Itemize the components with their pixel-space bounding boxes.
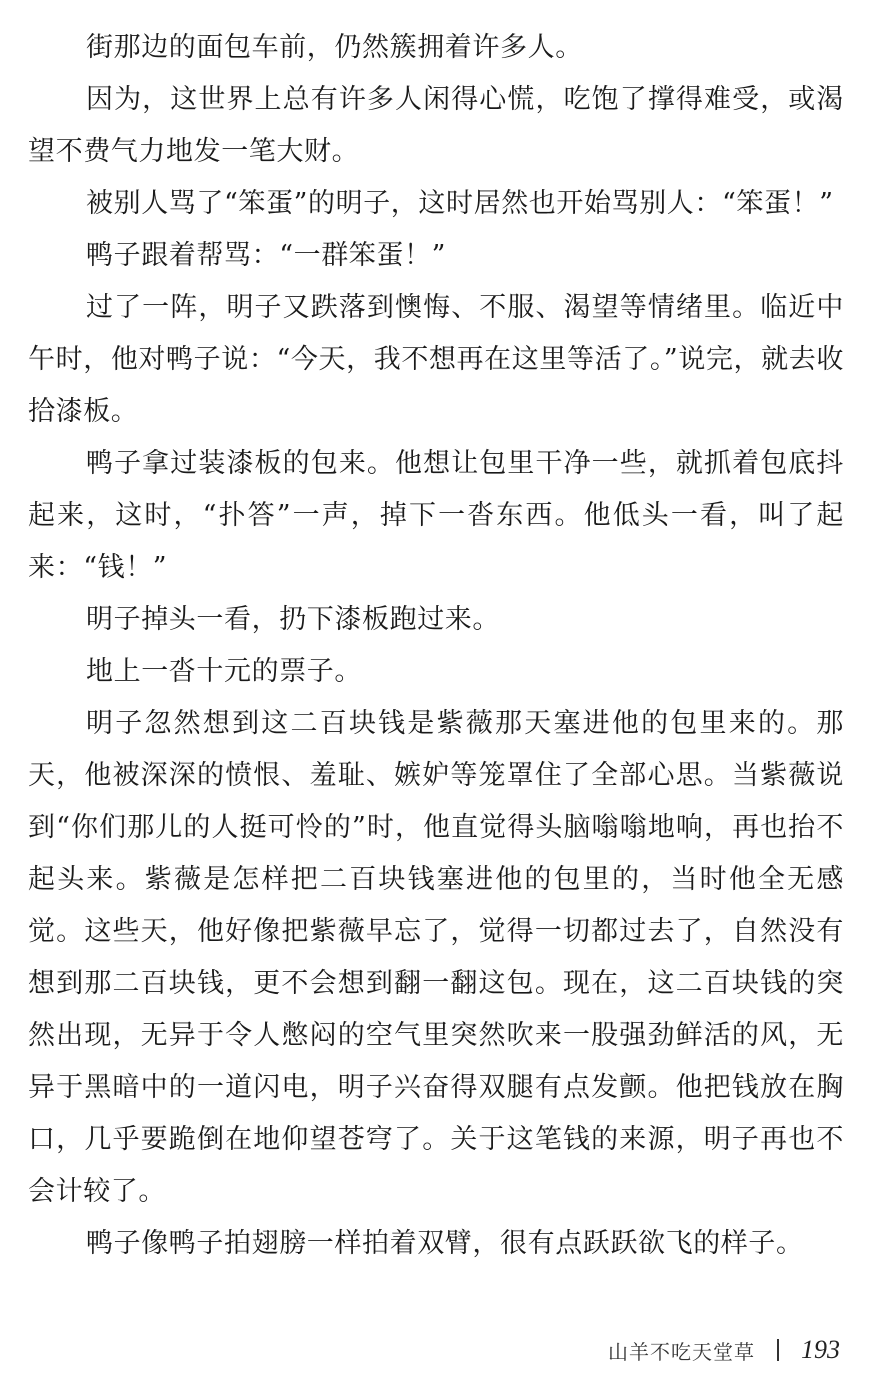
page-number: 193: [801, 1335, 840, 1364]
paragraph: 明子忽然想到这二百块钱是紫薇那天塞进他的包里来的。那天，他被深深的愤恨、羞耻、嫉妒等笼罩住了全部心思。当紫薇说到“你们那儿的人挺可怜的”时，他直觉得头脑嗡嗡地响，再也抬不起头来。紫薇是怎样把二百块钱塞进他的包里的，当时他全无感觉。这些天，他好像把紫薇早忘了，觉得一切都过去了，自然没有想到那二百块钱，更不会想到翻一翻这包。现在，这二百块钱的突然出现，无异于令人憋闷的空气里突然吹来一股强劲鲜活的风，无异于黑暗中的一道闪电，明子兴奋得双腿有点发颤。他把钱放在胸口，几乎要跪倒在地仰望苍穹了。关于这笔钱的来源，明子再也不会计较了。: [28, 708, 844, 1207]
paragraph: 过了一阵，明子又跌落到懊悔、不服、渴望等情绪里。临近中午时，他对鸭子说：“今天，我不想再在这里等活了。”说完，就去收拾漆板。: [28, 292, 844, 427]
book-title: 山羊不吃天堂草: [608, 1339, 755, 1364]
paragraph: 街那边的面包车前，仍然簇拥着许多人。: [86, 32, 583, 63]
paragraph: 被别人骂了“笨蛋”的明子，这时居然也开始骂别人：“笨蛋！”: [86, 188, 834, 219]
paragraph: 鸭子跟着帮骂：“一群笨蛋！”: [86, 240, 447, 271]
page-body: [28, 22, 844, 1270]
paragraph: 地上一沓十元的票子。: [86, 656, 362, 687]
footer-divider: [777, 1339, 779, 1361]
paragraph: 鸭子像鸭子拍翅膀一样拍着双臂，很有点跃跃欲飞的样子。: [86, 1228, 804, 1259]
paragraph: 因为，这世界上总有许多人闲得心慌，吃饱了撑得难受，或渴望不费气力地发一笔大财。: [28, 84, 844, 167]
paragraph: 鸭子拿过装漆板的包来。他想让包里干净一些，就抓着包底抖起来，这时，“扑答”一声，掉下一沓东西。他低头一看，叫了起来：“钱！”: [28, 448, 844, 583]
page-footer: [608, 1330, 840, 1370]
paragraph: 明子掉头一看，扔下漆板跑过来。: [86, 604, 500, 635]
